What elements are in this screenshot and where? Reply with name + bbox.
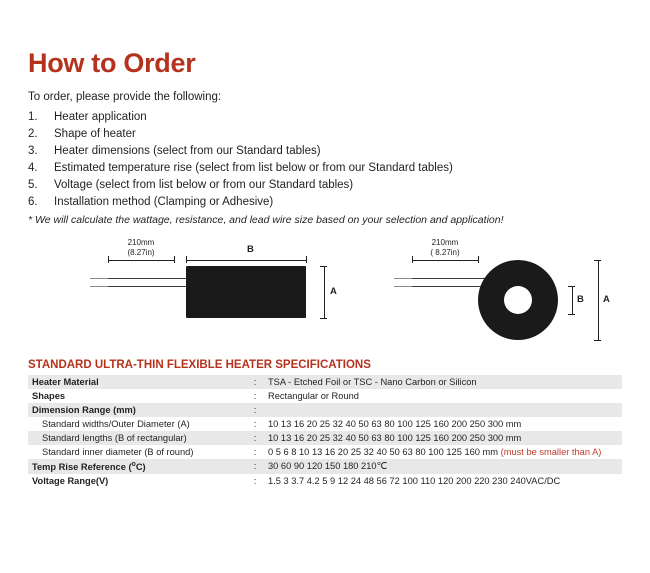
spec-value [264, 403, 622, 417]
spec-label-tail: C) [135, 462, 146, 473]
page [0, 50, 650, 573]
spec-label: Heater Material [28, 375, 246, 389]
list-item [28, 177, 622, 194]
table-row [28, 431, 622, 445]
table-row [28, 417, 622, 431]
spec-colon: : [246, 403, 264, 417]
round-outer-label: A [603, 294, 610, 305]
spec-value: 1.5 3 3.7 4.2 5 9 12 24 48 56 72 100 110 120 200 220 230 240VAC/DC [264, 474, 622, 488]
list-item-number: 2. [28, 128, 38, 140]
spec-value-warning: (must be smaller than A) [500, 447, 602, 457]
table-row [28, 445, 622, 459]
spec-value: Rectangular or Round [264, 389, 622, 403]
table-row [28, 459, 622, 474]
round-lead-dim-mm: 210mm [431, 238, 459, 247]
list-item-label: Heater application [54, 111, 147, 123]
spec-label: Dimension Range (mm) [28, 403, 246, 417]
table-row [28, 375, 622, 389]
spec-value-cell [264, 445, 622, 459]
spec-value: TSA - Etched Foil or TSC - Nano Carbon or Silicon [264, 375, 622, 389]
spec-colon: : [246, 445, 264, 459]
spec-value: 10 13 16 20 25 32 40 50 63 80 100 125 160 200 250 300 mm [264, 431, 622, 445]
list-item [28, 126, 622, 143]
spec-table-heading: STANDARD ULTRA-THIN FLEXIBLE HEATER SPECIFICATIONS [28, 359, 371, 371]
rect-lead-dim-in: (8.27in) [127, 248, 155, 257]
spec-label-superscript: o [131, 461, 136, 468]
heater-diagram [28, 238, 622, 353]
list-item [28, 160, 622, 177]
spec-label: Standard lengths (B of rectangular) [28, 431, 246, 445]
list-item [28, 194, 622, 211]
round-inner-label: B [577, 294, 584, 305]
list-item-label: Shape of heater [54, 128, 136, 140]
intro-text: To order, please provide the following: [28, 91, 222, 103]
spec-colon: : [246, 375, 264, 389]
order-steps-list [28, 109, 622, 211]
spec-label: Voltage Range(V) [28, 474, 246, 488]
list-item [28, 109, 622, 126]
list-item-label: Estimated temperature rise (select from list below or from our Standard tables) [54, 162, 453, 174]
order-note: * We will calculate the wattage, resistance, and lead wire size based on your selection and application! [28, 214, 504, 226]
page-title: How to Order [28, 48, 196, 78]
spec-colon: : [246, 474, 264, 488]
rectangular-heater-body [186, 266, 306, 318]
round-heater-inner-hole [504, 286, 532, 314]
list-item-number: 5. [28, 179, 38, 191]
spec-value: 30 60 90 120 150 180 210℃ [264, 459, 622, 474]
rect-width-label: B [247, 244, 254, 255]
rect-lead-dim-mm: 210mm [127, 238, 155, 247]
list-item-number: 3. [28, 145, 38, 157]
table-row [28, 389, 622, 403]
spec-label: Temp Rise Reference ( [32, 462, 132, 473]
spec-colon: : [246, 459, 264, 474]
list-item-number: 6. [28, 196, 38, 208]
spec-table [28, 375, 622, 488]
table-row [28, 474, 622, 488]
spec-colon: : [246, 389, 264, 403]
round-lead-dim-in: ( 8.27in) [430, 248, 460, 257]
spec-label: Standard inner diameter (B of round) [28, 445, 246, 459]
spec-label: Standard widths/Outer Diameter (A) [28, 417, 246, 431]
spec-label: Shapes [28, 389, 246, 403]
table-row [28, 403, 622, 417]
list-item-number: 4. [28, 162, 38, 174]
list-item-label: Voltage (select from list below or from our Standard tables) [54, 179, 354, 191]
list-item-label: Heater dimensions (select from our Standard tables) [54, 145, 321, 157]
rect-height-label: A [330, 286, 337, 297]
spec-value: 10 13 16 20 25 32 40 50 63 80 100 125 160 200 250 300 mm [264, 417, 622, 431]
spec-colon: : [246, 417, 264, 431]
spec-value: 0 5 6 8 10 13 16 20 25 32 40 50 63 80 100 125 160 mm [268, 447, 499, 457]
list-item [28, 143, 622, 160]
spec-colon: : [246, 431, 264, 445]
list-item-label: Installation method (Clamping or Adhesive) [54, 196, 274, 208]
spec-label-cell [28, 459, 246, 474]
list-item-number: 1. [28, 111, 38, 123]
